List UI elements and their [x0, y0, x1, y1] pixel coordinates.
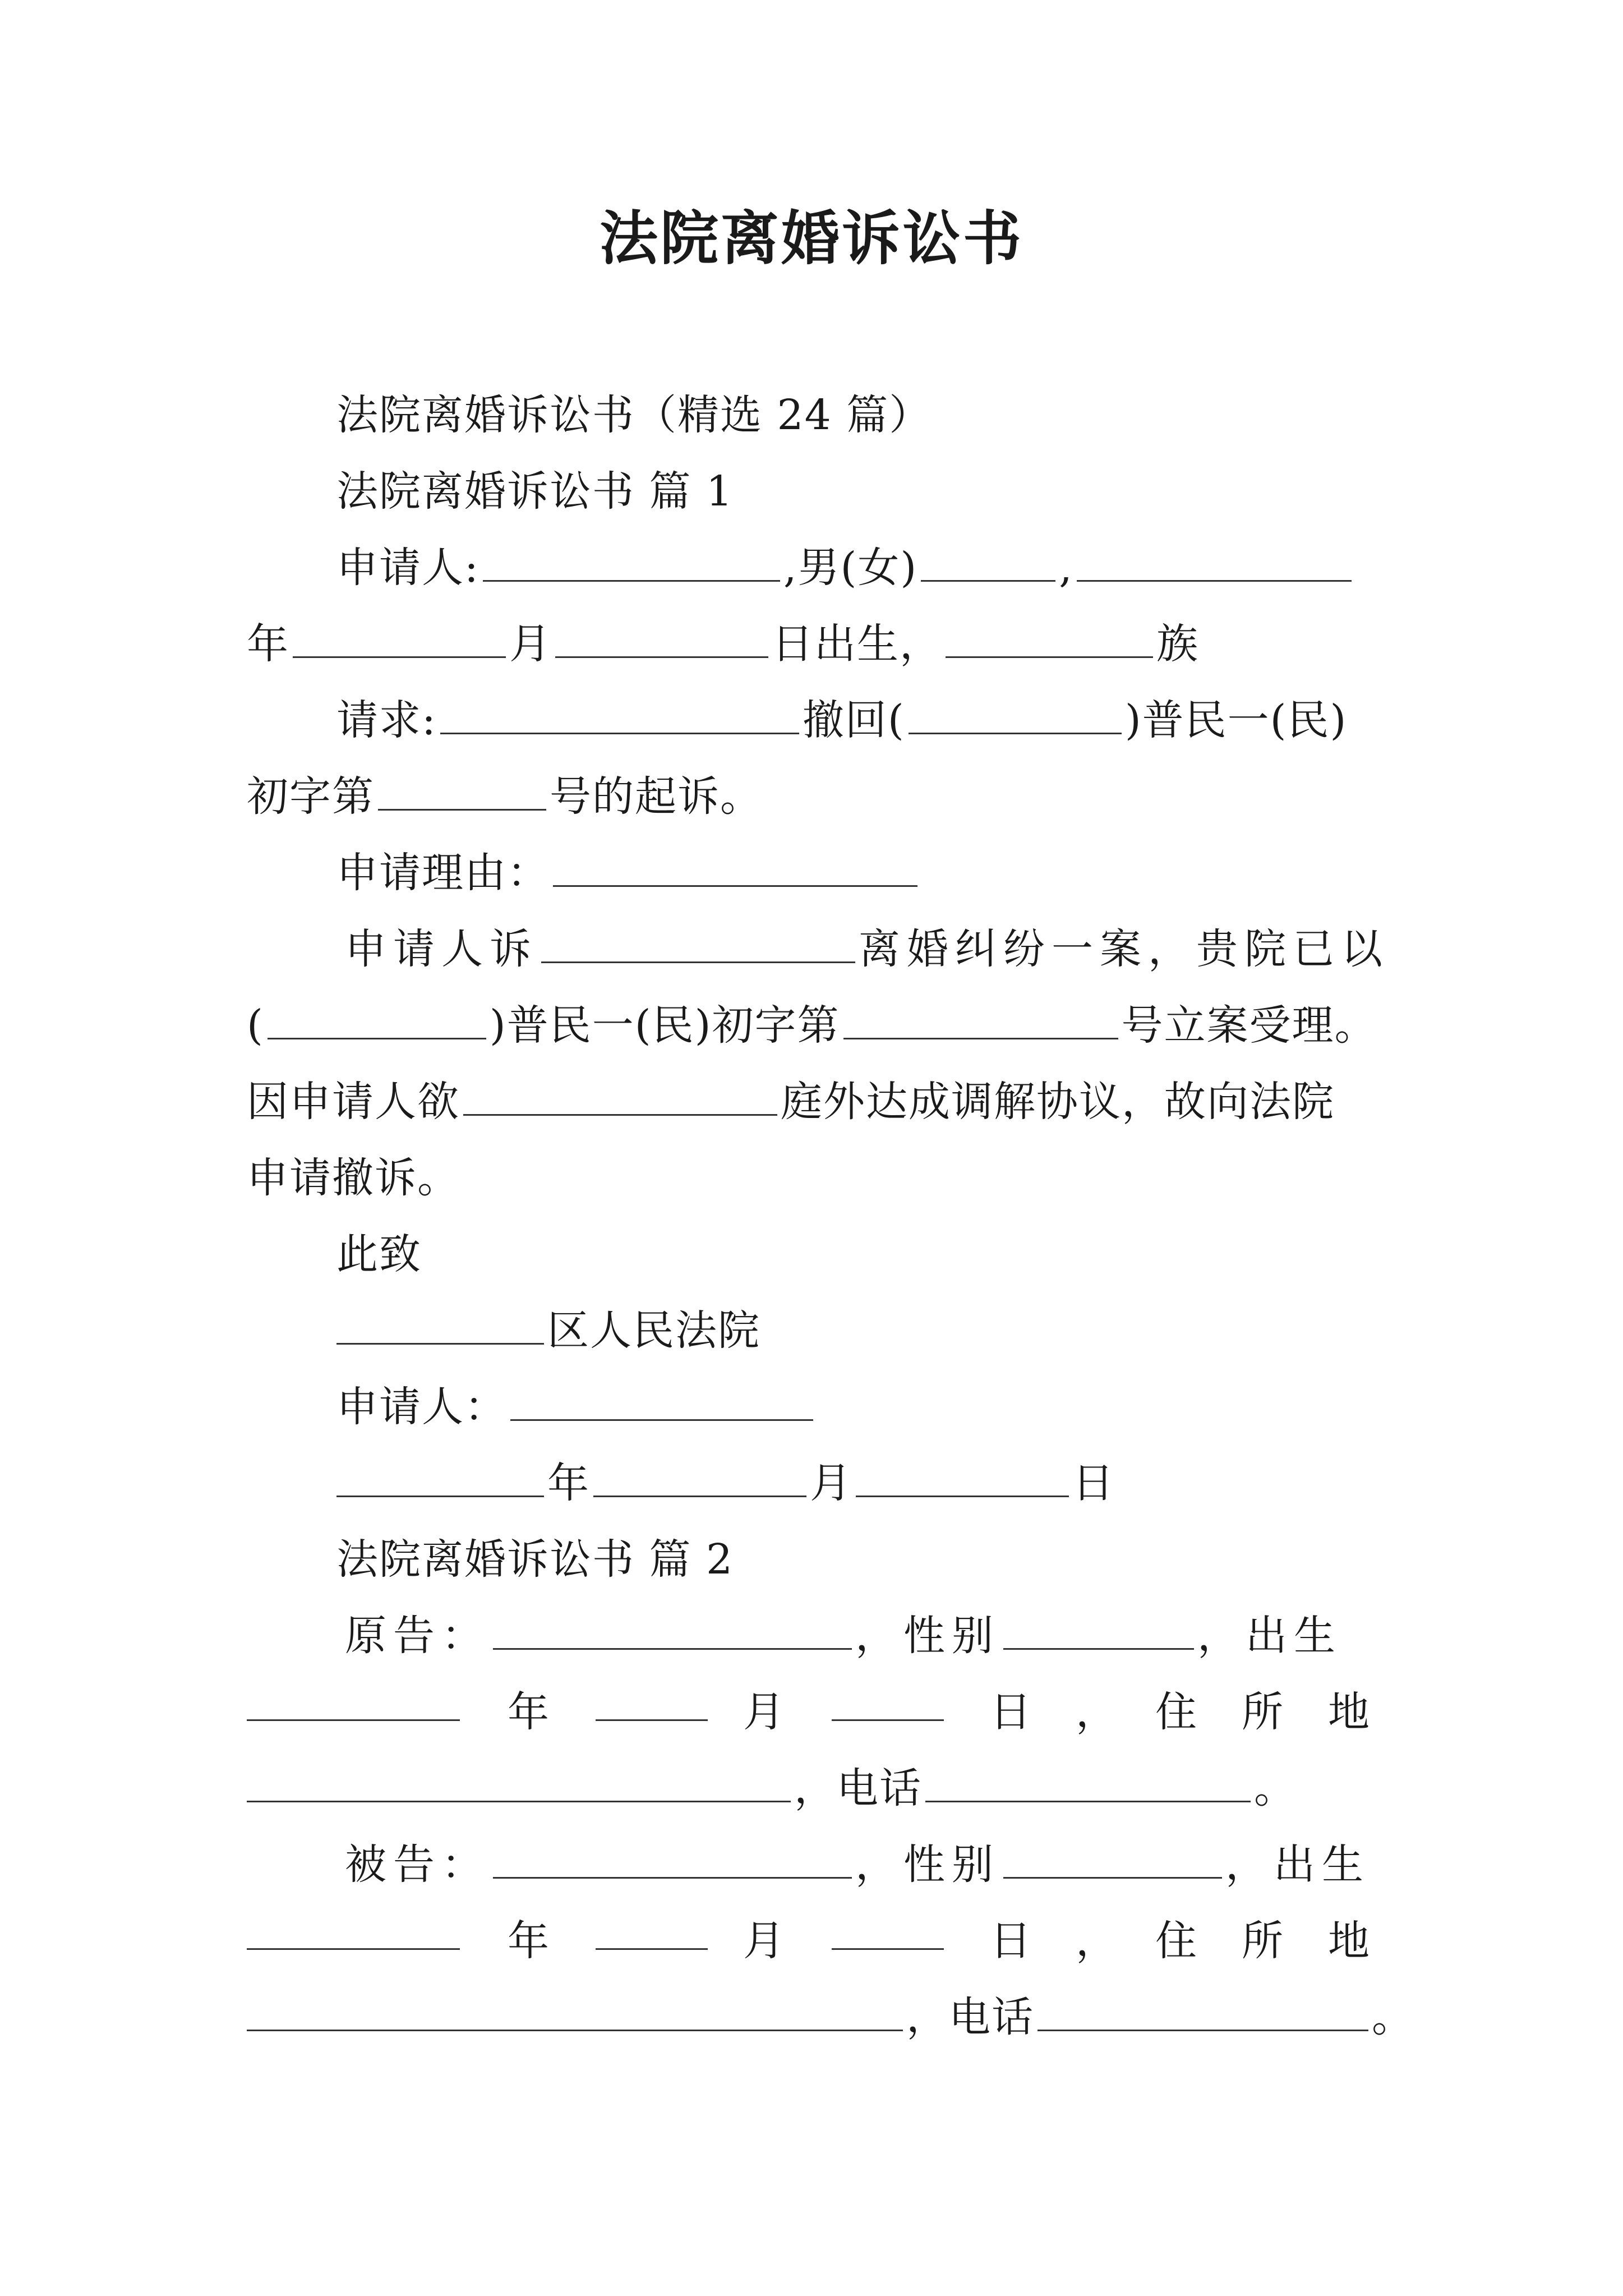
reason-p2-c: 号立案受理。 [1121, 1001, 1377, 1050]
defendant-gender-blank[interactable] [1003, 1838, 1222, 1879]
defendant-label: 被告： [345, 1841, 490, 1889]
defendant-phone-text: ，电话 [906, 1993, 1034, 2041]
birth-month-blank[interactable] [293, 617, 506, 658]
reason-line [336, 845, 921, 901]
ethnic-text: 族 [1156, 620, 1199, 668]
ethnic-blank[interactable] [946, 617, 1153, 658]
month-text: 月 [509, 620, 552, 668]
case-code-text: )普民一(民) [1124, 696, 1348, 744]
plaintiff-address-line [247, 1760, 1297, 1816]
defendant-birth-month-blank[interactable] [596, 1909, 708, 1950]
court-line [336, 1303, 760, 1359]
comma: , [1059, 544, 1073, 592]
reason-para-line3 [247, 1074, 1335, 1130]
defendant-birth-day-blank[interactable] [832, 1909, 944, 1950]
section1-heading: 法院离婚诉讼书 篇 1 [336, 467, 734, 516]
plaintiff-line [345, 1608, 1342, 1664]
document-title: 法院离婚诉讼书 [599, 204, 1023, 273]
plaintiff-address-blank[interactable] [247, 1761, 791, 1802]
district-blank[interactable] [336, 1304, 544, 1345]
reason-p3-b: 庭外达成调解协议，故向法院 [781, 1078, 1335, 1126]
applicant-label: 申请人: [336, 544, 479, 592]
request-line [336, 692, 1347, 748]
birth-day-blank[interactable] [555, 617, 768, 658]
plaintiff-year-text: 年 [508, 1688, 549, 1736]
plaintiff-month-text: 月 [743, 1688, 785, 1736]
case-number-line [247, 769, 763, 825]
birth-year-blank[interactable] [1077, 541, 1352, 582]
plaintiff-birth-month-blank[interactable] [596, 1680, 708, 1721]
defendant-phone-blank[interactable] [1038, 1990, 1368, 2031]
mediation-blank[interactable] [463, 1075, 777, 1116]
plaintiff-name-blank[interactable] [493, 1609, 852, 1650]
plaintiff-label: 原告： [345, 1612, 490, 1660]
plaintiff-residence-text: 住所地 [1155, 1688, 1414, 1736]
case-no-suffix: 号的起诉。 [550, 772, 763, 821]
defendant-comma: ， [1076, 1917, 1117, 1965]
case-number-blank[interactable] [378, 770, 546, 811]
reason-p1-a: 申请人诉 [345, 925, 538, 973]
defendant-birth-text: ，出生 [1225, 1841, 1370, 1889]
reason-p1-b: 离婚纠纷一案，贵院已以 [859, 925, 1389, 973]
date-month-text: 月 [810, 1459, 852, 1507]
date-year-text: 年 [547, 1459, 590, 1507]
gender-blank[interactable] [921, 541, 1055, 582]
plaintiff-birth-year-blank[interactable] [247, 1680, 460, 1721]
reason-blank[interactable] [553, 846, 917, 887]
defendant-month-text: 月 [743, 1917, 785, 1965]
reason-label: 申请理由： [336, 849, 550, 897]
filed-year-blank[interactable] [268, 999, 486, 1039]
defendant-line [345, 1837, 1370, 1893]
plaintiff-comma: ， [1076, 1688, 1117, 1736]
reason-p2-a: ( [247, 1001, 264, 1050]
defendant-address-blank[interactable] [247, 1990, 903, 2031]
withdraw-text: 撤回( [802, 696, 905, 744]
birth-line [247, 616, 1199, 672]
defendant-blank[interactable] [541, 922, 855, 963]
court-text: 区人民法院 [547, 1306, 760, 1355]
defendant-period: 。 [1372, 1993, 1414, 2041]
date-year-blank[interactable] [336, 1456, 544, 1497]
request-blank[interactable] [440, 693, 799, 734]
date-day-blank[interactable] [856, 1456, 1069, 1497]
plaintiff-phone-text: ，电话 [794, 1764, 922, 1812]
document-subtitle: 法院离婚诉讼书（精选 24 篇） [336, 391, 932, 439]
plaintiff-birth-text: ，出生 [1197, 1612, 1342, 1660]
born-text: 日出生， [772, 620, 942, 668]
defendant-residence-text: 住所地 [1155, 1917, 1414, 1965]
defendant-name-blank[interactable] [493, 1838, 852, 1879]
plaintiff-period: 。 [1254, 1764, 1297, 1812]
date-month-blank[interactable] [593, 1456, 806, 1497]
case-no-prefix: 初字第 [247, 772, 375, 821]
reason-p2-b: )普民一(民)初字第 [489, 1001, 840, 1050]
defendant-day-text: 日 [990, 1917, 1031, 1965]
plaintiff-day-text: 日 [990, 1688, 1031, 1736]
signer-blank[interactable] [510, 1380, 813, 1421]
defendant-year-text: 年 [508, 1917, 549, 1965]
signer-line [336, 1379, 817, 1435]
date-day-text: 日 [1072, 1459, 1115, 1507]
plaintiff-birth-day-blank[interactable] [832, 1680, 944, 1721]
applicant-name-blank[interactable] [483, 541, 780, 582]
reason-p3-a: 因申请人欲 [247, 1078, 460, 1126]
date-line [336, 1455, 1115, 1511]
defendant-address-line [247, 1989, 1414, 2045]
reason-para-line1 [345, 921, 1389, 977]
plaintiff-gender-text: ，性别 [855, 1612, 1000, 1660]
applicant-line [336, 540, 1355, 596]
request-label: 请求: [336, 696, 437, 744]
year-text: 年 [247, 620, 289, 668]
reason-para-line4: 申请撤诉。 [247, 1154, 460, 1202]
section2-heading: 法院离婚诉讼书 篇 2 [336, 1535, 734, 1584]
signer-label: 申请人： [336, 1383, 507, 1431]
defendant-birth-year-blank[interactable] [247, 1909, 460, 1950]
gender-text: ,男(女) [783, 544, 918, 592]
case-year-blank[interactable] [909, 693, 1122, 734]
reason-para-line2 [247, 997, 1377, 1053]
plaintiff-gender-blank[interactable] [1003, 1609, 1194, 1650]
defendant-gender-text: ，性别 [855, 1841, 1000, 1889]
filed-number-blank[interactable] [843, 999, 1118, 1039]
salutation: 此致 [336, 1230, 422, 1278]
plaintiff-phone-blank[interactable] [925, 1761, 1251, 1802]
